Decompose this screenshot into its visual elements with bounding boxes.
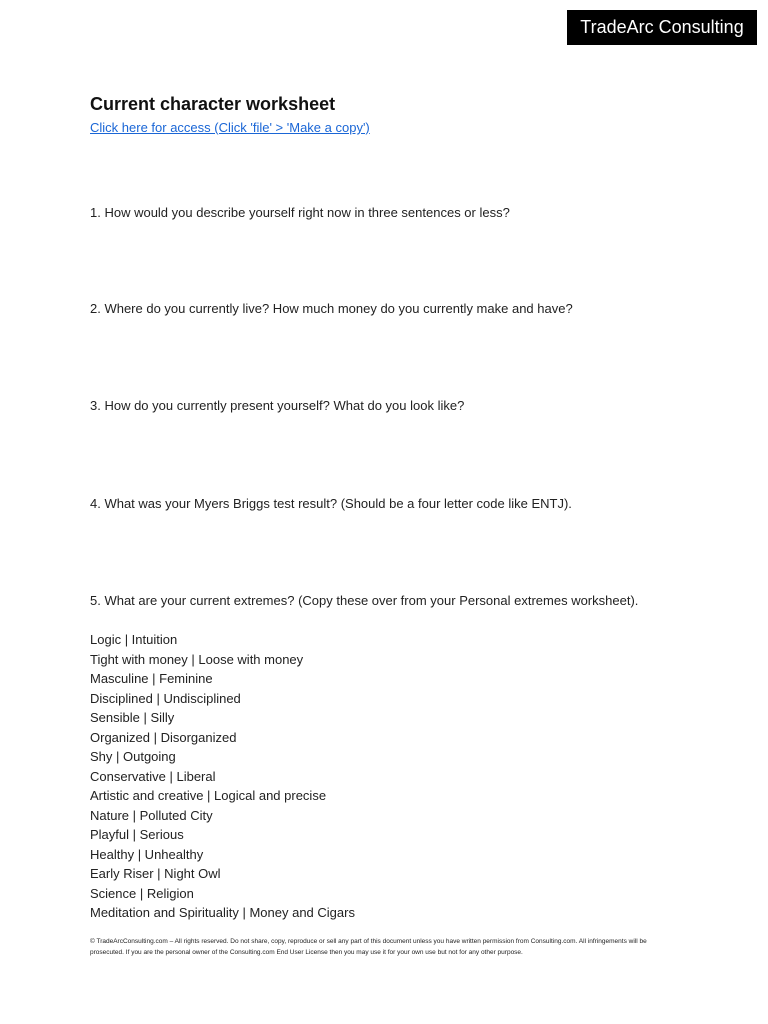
question-2: 2. Where do you currently live? How much money do you currently make and have?: [90, 301, 573, 316]
extreme-item: Meditation and Spirituality | Money and Cigars: [90, 905, 355, 920]
extreme-item: Masculine | Feminine: [90, 671, 213, 686]
brand-logo: TradeArc Consulting: [567, 10, 757, 45]
extreme-item: Conservative | Liberal: [90, 768, 216, 784]
extreme-item: Tight with money | Loose with money: [90, 651, 304, 667]
copyright-footer: © TradeArcConsulting.com – All rights reserved. Do not share, copy, reproduce or sell any part of this document unless you have written permission from Consulting.com. All infringements will be prosecuted. If you are the personal owner of the Consulting.com End User License then you may use it for your own use but not for any other purpose.: [90, 938, 647, 956]
extreme-item: Nature | Polluted City: [90, 807, 213, 823]
question-1: 1. How would you describe yourself right now in three sentences or less?: [90, 205, 510, 220]
extreme-item: Artistic and creative | Logical and precise: [90, 788, 327, 803]
extreme-item: Science | Religion: [90, 885, 194, 901]
access-link[interactable]: Click here for access (Click 'file' > 'Make a copy'): [90, 120, 370, 135]
page-title: Current character worksheet: [90, 94, 336, 114]
extreme-item: Logic | Intuition: [90, 632, 178, 647]
extreme-item: Playful | Serious: [90, 827, 184, 842]
extreme-item: Sensible | Silly: [90, 710, 175, 725]
extreme-item: Shy | Outgoing: [90, 749, 176, 764]
question-3: 3. How do you currently present yourself? What do you look like?: [90, 398, 465, 413]
extreme-item: Healthy | Unhealthy: [90, 846, 204, 862]
question-5: 5. What are your current extremes? (Copy these over from your Personal extremes worksheet).: [90, 593, 639, 608]
extreme-item: Disciplined | Undisciplined: [90, 690, 241, 706]
extreme-item: Organized | Disorganized: [90, 729, 237, 745]
extremes-list: [90, 630, 355, 923]
question-4: 4. What was your Myers Briggs test result? (Should be a four letter code like ENTJ).: [90, 496, 572, 511]
extreme-item: Early Riser | Night Owl: [90, 866, 221, 881]
